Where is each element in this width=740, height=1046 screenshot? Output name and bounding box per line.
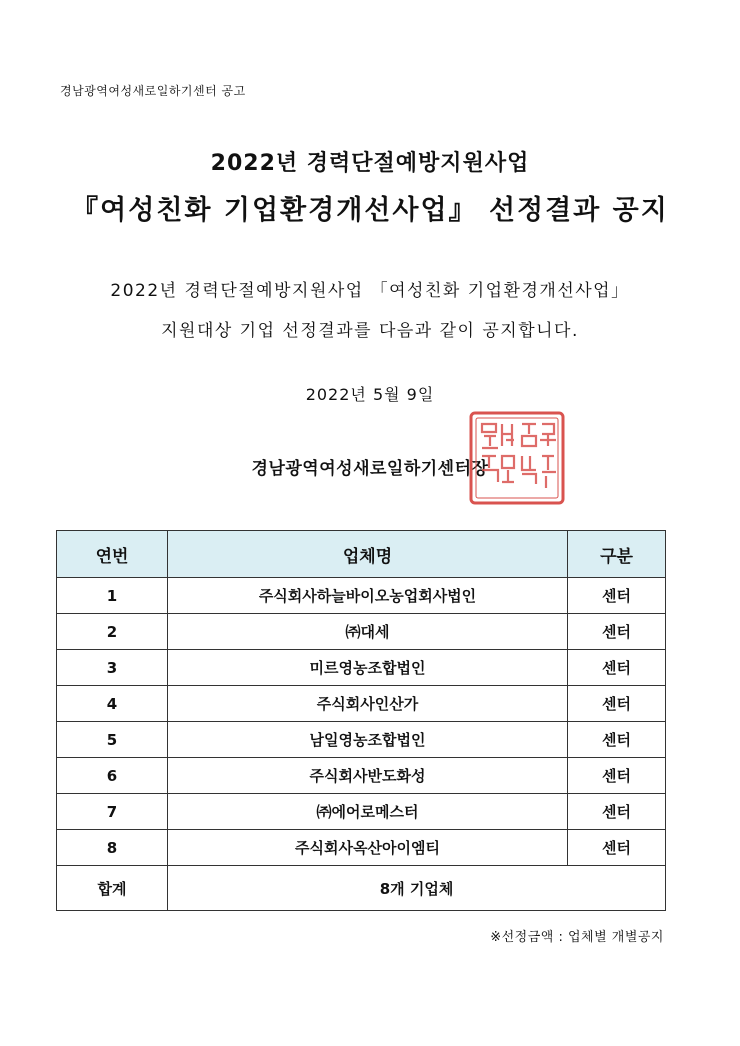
table-row — [57, 794, 666, 830]
table-row — [57, 722, 666, 758]
official-seal-stamp — [468, 410, 566, 506]
body-line-2: 지원대상 기업 선정결과를 다음과 같이 공지합니다. — [161, 321, 579, 341]
serial-cell: 3 — [57, 650, 168, 686]
category-cell: 센터 — [568, 686, 666, 722]
body-line-1: 2022년 경력단절예방지원사업 「여성친화 기업환경개선사업」 — [110, 281, 630, 301]
table-row — [57, 614, 666, 650]
company-cell: 주식회사반도화성 — [168, 758, 568, 794]
category-cell: 센터 — [568, 722, 666, 758]
table-row — [57, 830, 666, 866]
category-cell: 센터 — [568, 650, 666, 686]
category-cell: 센터 — [568, 830, 666, 866]
organization-name: 경남광역여성새로일하기센터장 — [251, 459, 489, 479]
table-header-row — [57, 531, 666, 578]
serial-cell: 4 — [57, 686, 168, 722]
serial-cell: 1 — [57, 578, 168, 614]
serial-cell: 6 — [57, 758, 168, 794]
total-row — [57, 866, 666, 911]
table-row — [57, 650, 666, 686]
table-row — [57, 686, 666, 722]
serial-cell: 5 — [57, 722, 168, 758]
category-cell: 센터 — [568, 758, 666, 794]
table-row — [57, 758, 666, 794]
category-cell: 센터 — [568, 614, 666, 650]
serial-cell: 8 — [57, 830, 168, 866]
notice-header: 경남광역여성새로일하기센터 공고 — [60, 84, 246, 98]
serial-cell: 7 — [57, 794, 168, 830]
company-cell: ㈜에어로메스터 — [168, 794, 568, 830]
title-line-1: 2022년 경력단절예방지원사업 — [210, 151, 530, 176]
footnote: ※선정금액 : 업체별 개별공지 — [490, 930, 664, 945]
company-cell: 주식회사하늘바이오농업회사법인 — [168, 578, 568, 614]
header-company-name: 업체명 — [168, 531, 568, 578]
header-category: 구분 — [568, 531, 666, 578]
serial-cell: 2 — [57, 614, 168, 650]
company-cell: ㈜대세 — [168, 614, 568, 650]
table-row — [57, 578, 666, 614]
total-label-cell: 합계 — [57, 866, 168, 911]
total-value-cell: 8개 기업체 — [168, 866, 666, 911]
company-cell: 주식회사인산가 — [168, 686, 568, 722]
header-serial-number: 연번 — [57, 531, 168, 578]
notice-date: 2022년 5월 9일 — [305, 385, 435, 404]
selection-results-table — [56, 530, 666, 911]
category-cell: 센터 — [568, 794, 666, 830]
title-line-2: 『여성친화 기업환경개선사업』 선정결과 공지 — [71, 195, 669, 226]
category-cell: 센터 — [568, 578, 666, 614]
company-cell: 미르영농조합법인 — [168, 650, 568, 686]
company-cell: 남일영농조합법인 — [168, 722, 568, 758]
company-cell: 주식회사옥산아이엠티 — [168, 830, 568, 866]
